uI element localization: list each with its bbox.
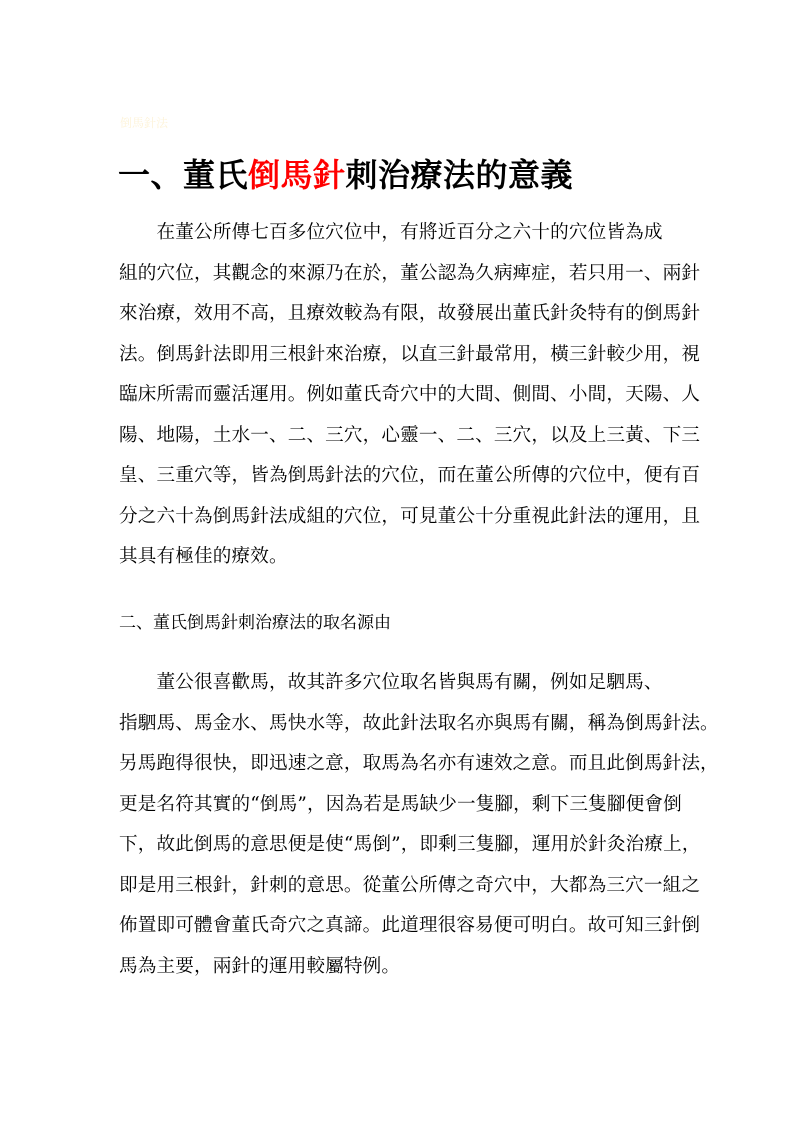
paragraph-line: 馬為主要，兩針的運用較屬特例。 bbox=[119, 955, 401, 977]
paragraph-line: 陽、地陽，土水一、二、三穴，心靈一、二、三穴，以及上三黃、下三 bbox=[119, 424, 701, 446]
title-accent: 倒馬針 bbox=[248, 156, 346, 194]
paragraph-line: 更是名符其實的“倒馬”，因為若是馬缺少一隻腳，剩下三隻腳便會倒 bbox=[119, 793, 682, 815]
paragraph-line: 臨床所需而靈活運用。例如董氏奇穴中的大間、側間、小間，天陽、人 bbox=[119, 384, 701, 405]
section-2-heading: 二、董氏倒馬針刺治療法的取名源由 bbox=[119, 613, 391, 633]
paragraph-line: 指駟馬、馬金水、馬快水等，故此針法取名亦與馬有關，稱為倒馬針法。 bbox=[119, 712, 719, 734]
paragraph-2 bbox=[119, 663, 719, 987]
header-note: 倒馬針法 bbox=[120, 116, 169, 130]
title-suffix: 刺治療法的意義 bbox=[345, 156, 574, 194]
paragraph-line: 法。倒馬針法即用三根針來治療，以直三針最常用，橫三針較少用，視 bbox=[119, 343, 701, 365]
paragraph-line: 來治療，效用不高，且療效較為有限，故發展出董氏針灸特有的倒馬針 bbox=[119, 303, 701, 324]
paragraph-line: 下，故此倒馬的意思便是使“馬倒”，即剩三隻腳，運用於針灸治療上， bbox=[119, 834, 701, 855]
paragraph-line: 在董公所傳七百多位穴位中，有將近百分之六十的穴位皆為成 bbox=[119, 222, 663, 243]
paragraph-line: 佈置即可體會董氏奇穴之真諦。此道理很容易便可明白。故可知三針倒 bbox=[119, 915, 701, 936]
paragraph-line: 即是用三根針，針刺的意思。從董公所傳之奇穴中，大都為三穴一組之 bbox=[119, 874, 701, 896]
paragraph-line: 皇、三重穴等，皆為倒馬針法的穴位，而在董公所傳的穴位中，便有百 bbox=[119, 465, 701, 486]
paragraph-line: 其具有極佳的療效。 bbox=[119, 546, 288, 567]
paragraph-line: 分之六十為倒馬針法成組的穴位，可見董公十分重視此針法的運用，且 bbox=[119, 505, 701, 527]
paragraph-line: 董公很喜歡馬，故其許多穴位取名皆與馬有關，例如足駟馬、 bbox=[119, 672, 663, 693]
title-prefix: 一、董氏 bbox=[118, 156, 249, 194]
paragraph-1 bbox=[119, 213, 701, 578]
paragraph-line: 另馬跑得很快，即迅速之意，取馬為名亦有速效之意。而且此倒馬針法， bbox=[119, 753, 719, 774]
section-1-title bbox=[118, 150, 573, 196]
paragraph-line: 組的穴位，其觀念的來源乃在於，董公認為久病痺症，若只用一、兩針 bbox=[119, 262, 701, 284]
